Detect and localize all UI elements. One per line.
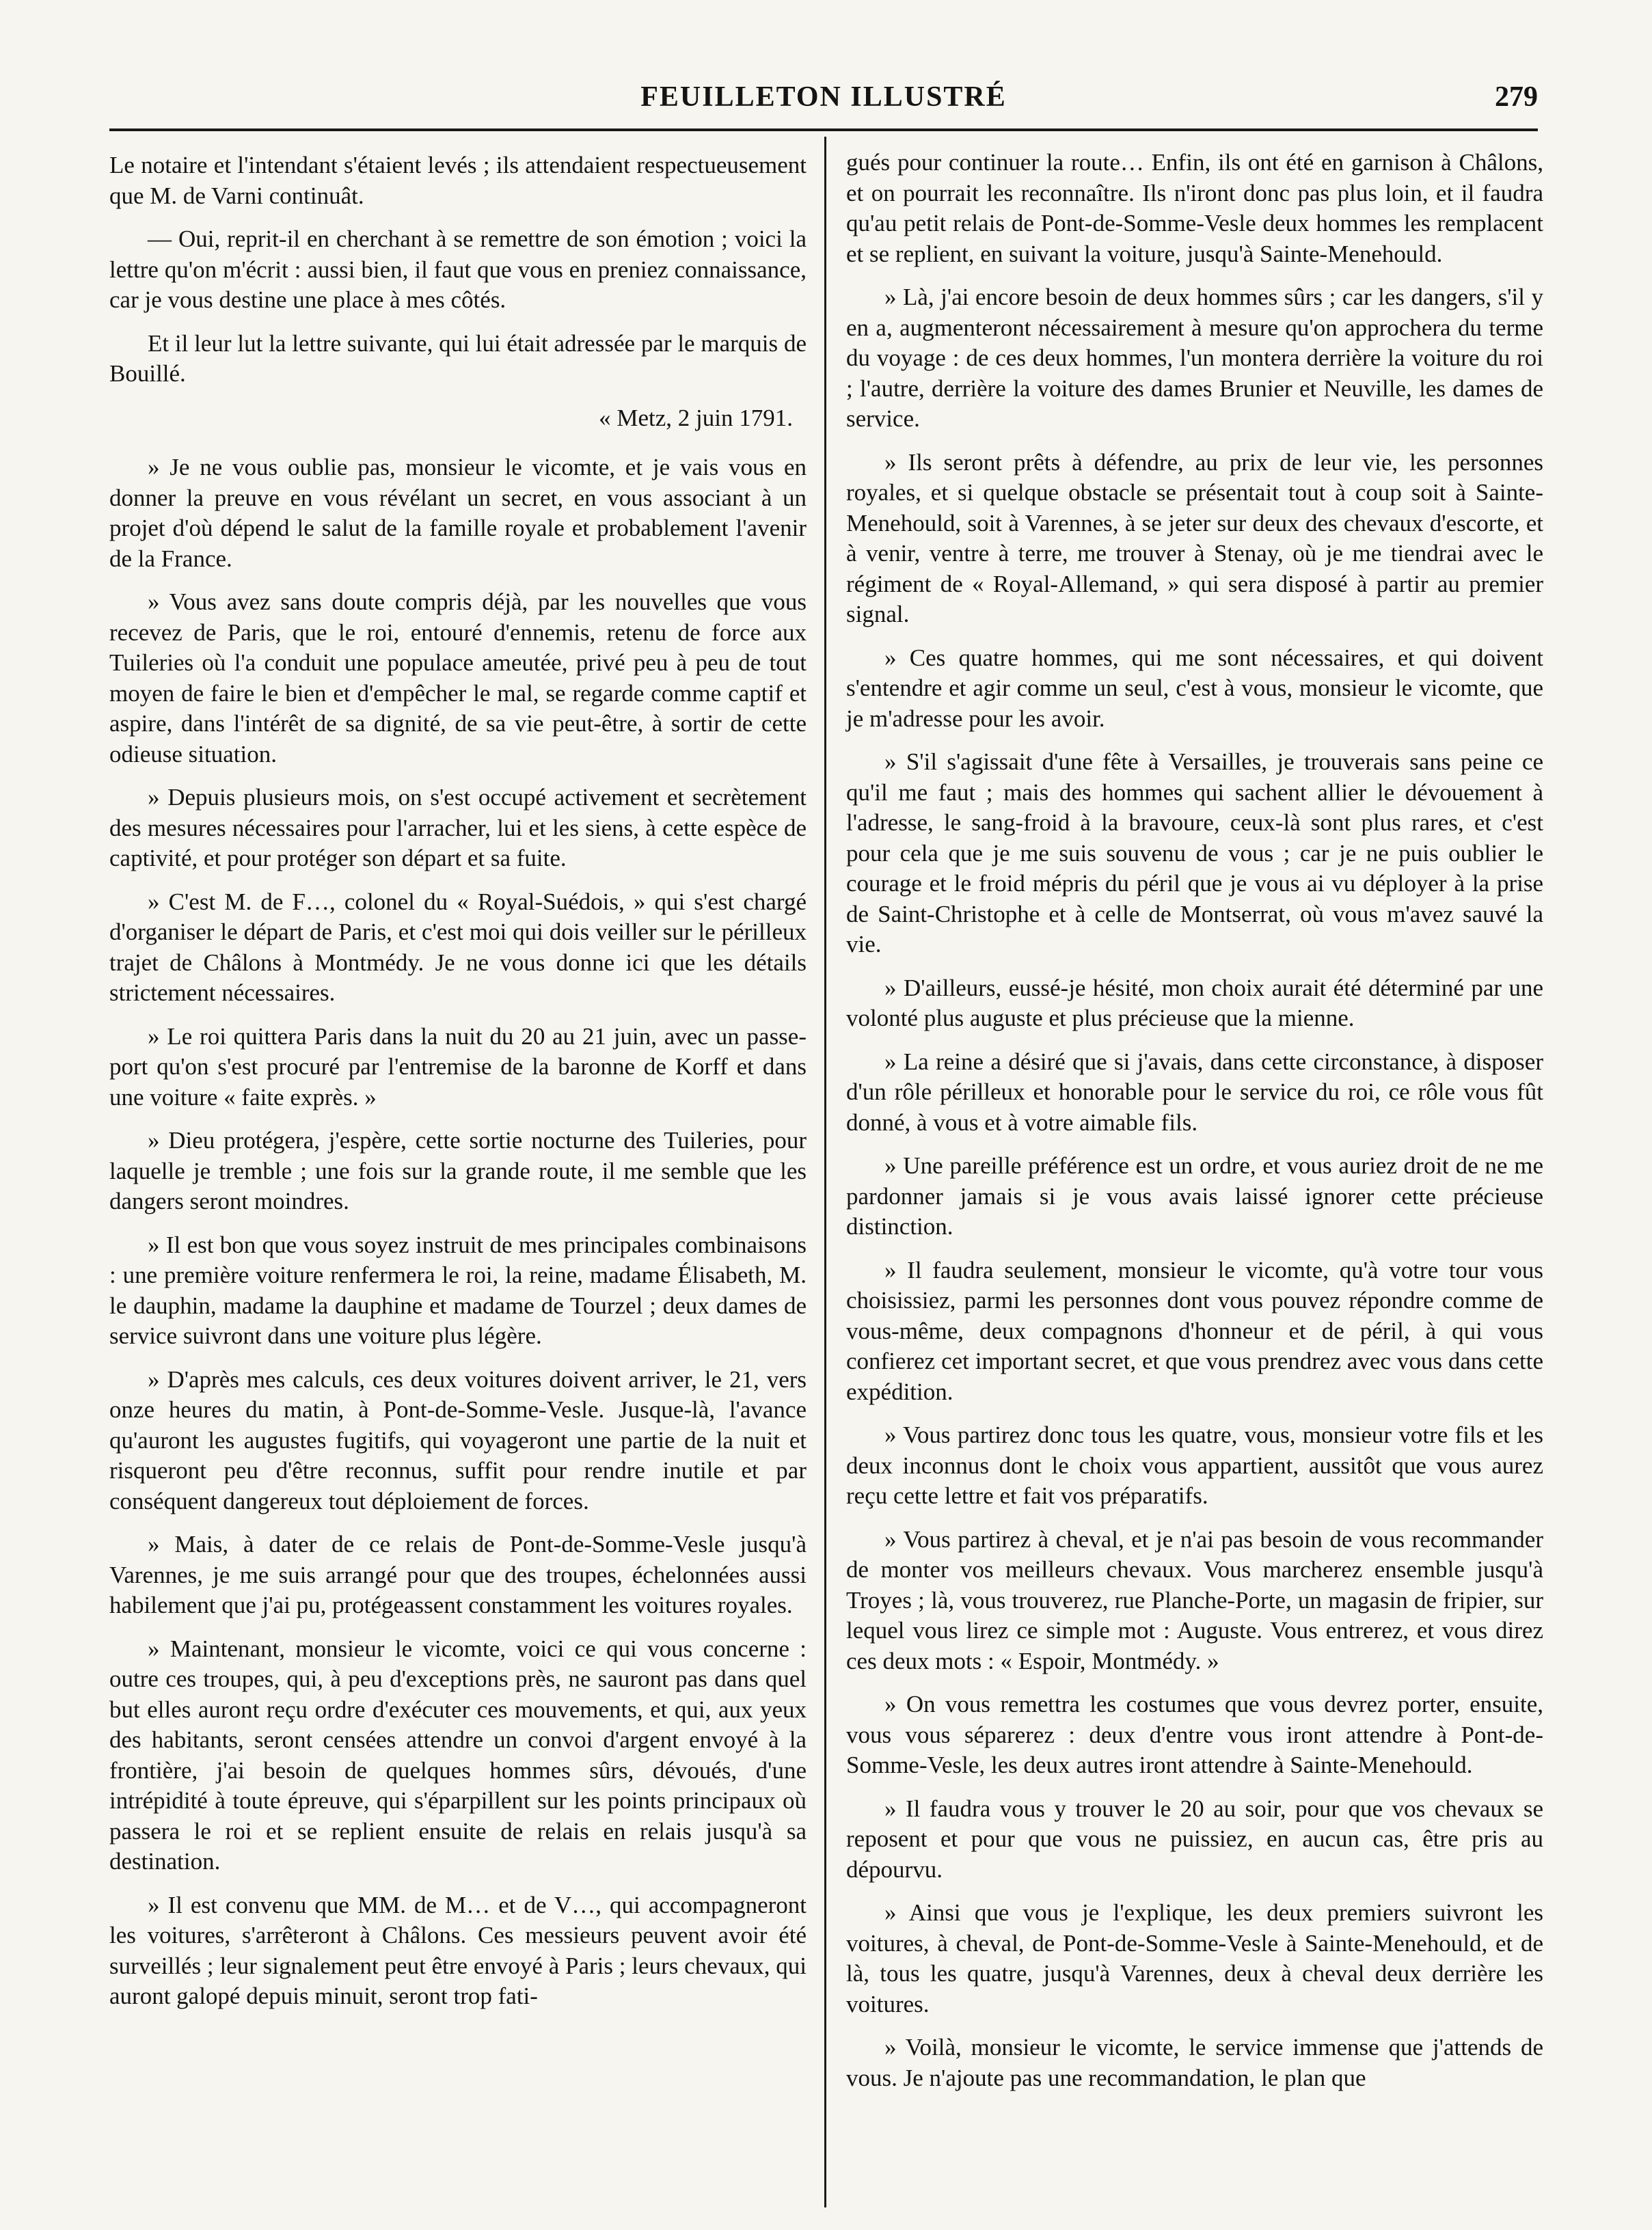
column-divider bbox=[824, 137, 826, 2207]
paragraph: » Le roi quittera Paris dans la nuit du 20 au 21 juin, avec un passe-port qu'on s'est procuré par l'entremise de la baronne de Korff et dans une voiture « faite exprès. » bbox=[109, 1022, 807, 1111]
paragraph: » Maintenant, monsieur le vicomte, voici ce qui vous concerne : outre ces troupes, qui, à peu d'exceptions près, ne sauront pas dans quel but elles auront reçu ordre d'exécuter ces mouvements, et qui, aux yeux des habitants, seront censées attendre un convoi d'argent envoyé à la frontière, j'ai besoin de quelques hommes sûrs, dévoués, d'une intrépidité à toute épreuve, qui s'éparpillent sur les points principaux où passera le roi et se replient ensuite de relais en relais jusqu'à sa destination. bbox=[109, 1635, 807, 1875]
paragraph: » S'il s'agissait d'une fête à Versailles, je trouverais sans peine ce qu'il me faut ; mais des hommes qui sachent allier le dévouement à l'adresse, le sang-froid à la bravoure, ceux-là sont plus rares, et c'est pour cela que je me suis souvenu de vous ; car je ne puis oublier le courage et le froid mépris du péril que je vous ai vu déployer à la prise de Saint-Christophe et à celle de Montserrat, où vous m'avez sauvé la vie. bbox=[846, 748, 1543, 957]
paragraph: » On vous remettra les costumes que vous devrez porter, ensuite, vous vous séparerez : deux d'entre vous iront attendre à Pont-de-Somme-Vesle, les deux autres iront attendre à Sainte-Menehould. bbox=[846, 1691, 1543, 1778]
paragraph: » Depuis plusieurs mois, on s'est occupé activement et secrètement des mesures nécessaires pour l'arracher, lui et les siens, à cette espèce de captivité, et pour protéger son départ et sa fuite. bbox=[109, 784, 807, 871]
paragraph: » Il faudra seulement, monsieur le vicomte, qu'à votre tour vous choisissiez, parmi les personnes dont vous pouvez répondre comme de vous-même, deux compagnons d'honneur et de péril, à qui vous confierez cet important secret, et que vous prendrez avec vous dans cette expédition. bbox=[846, 1256, 1543, 1405]
right-column bbox=[846, 148, 1543, 2106]
paragraph: Le notaire et l'intendant s'étaient levés ; ils attendaient respectueusement que M. de Varni continuât. bbox=[109, 152, 807, 209]
paragraph: » C'est M. de F…, colonel du « Royal-Suédois, » qui s'est chargé d'organiser le départ de Paris, et c'est moi qui dois veiller sur le périlleux trajet de Châlons à Montmédy. Je ne vous donne ici que les détails strictement nécessaires. bbox=[109, 888, 807, 1006]
paragraph: » La reine a désiré que si j'avais, dans cette circonstance, à disposer d'un rôle périlleux et honorable pour le service du roi, ce rôle vous fût donné, à vous et à votre aimable fils. bbox=[846, 1048, 1543, 1136]
paragraph: » Vous avez sans doute compris déjà, par les nouvelles que vous recevez de Paris, que le roi, entouré d'ennemis, retenu de force aux Tuileries où l'a conduit une populace ameutée, privé peu à peu de tout moyen de faire le bien et d'empêcher le mal, se regarde comme captif et aspire, dans l'intérêt de sa dignité, de sa vie peut-être, à sortir de cette odieuse situation. bbox=[109, 588, 807, 767]
paragraph: » D'ailleurs, eussé-je hésité, mon choix aurait été déterminé par une volonté plus auguste et plus précieuse que la mienne. bbox=[846, 974, 1543, 1031]
page-header bbox=[109, 75, 1538, 123]
paragraph: » Ces quatre hommes, qui me sont nécessaires, et qui doivent s'entendre et agir comme un seul, c'est à vous, monsieur le vicomte, que je m'adresse pour les avoir. bbox=[846, 644, 1543, 732]
page-number: 279 bbox=[1495, 81, 1538, 113]
paragraph: gués pour continuer la route… Enfin, ils ont été en garnison à Châlons, et on pourrait les reconnaître. Ils n'iront donc pas plus loin, et il faudra qu'au petit relais de Pont-de-Somme-Vesle deux hommes les remplacent et se replient, en suivant la voiture, jusqu'à Sainte-Menehould. bbox=[846, 149, 1543, 267]
paragraph: » Une pareille préférence est un ordre, et vous auriez droit de ne me pardonner jamais si je vous avais laissé ignorer cette précieuse distinction. bbox=[846, 1152, 1543, 1240]
paragraph: » Vous partirez à cheval, et je n'ai pas besoin de vous recommander de monter vos meilleurs chevaux. Vous marcherez ensemble jusqu'à Troyes ; là, vous trouverez, rue Planche-Porte, un magasin de fripier, sur lequel vous lirez ce simple mot : Auguste. Vous entrerez, et vous direz ces deux mots : « Espoir, Montmédy. » bbox=[846, 1525, 1543, 1674]
paragraph: — Oui, reprit-il en cherchant à se remettre de son émotion ; voici la lettre qu'on m'écrit : aussi bien, il faut que vous en preniez connaissance, car je vous destine une place à mes côtés. bbox=[109, 226, 807, 313]
paragraph: » Ils seront prêts à défendre, au prix de leur vie, les personnes royales, et si quelque obstacle se présentait tout à coup soit à Sainte-Menehould, soit à Varennes, à se jeter sur deux des chevaux d'escorte, et à venir, ventre à terre, me trouver à Stenay, où je me tiendrai avec le régiment de « Royal-Allemand, » qui sera disposé à partir au premier signal. bbox=[846, 448, 1543, 627]
paragraph: » Dieu protégera, j'espère, cette sortie nocturne des Tuileries, pour laquelle je tremble ; une fois sur la grande route, il me semble que les dangers seront moindres. bbox=[109, 1127, 807, 1214]
paragraph: » Il est convenu que MM. de M… et de V…, qui accompagneront les voitures, s'arrêteront à Châlons. Ces messieurs peuvent avoir été surveillés ; leur signalement peut être envoyé à Paris ; leurs chevaux, qui auront galopé depuis minuit, seront trop fati- bbox=[109, 1891, 807, 2009]
paragraph: » D'après mes calculs, ces deux voitures doivent arriver, le 21, vers onze heures du matin, à Pont-de-Somme-Vesle. Jusque-là, l'avance qu'auront les augustes fugitifs, qui voyageront une partie de la nuit et risqueront peu d'être reconnus, suffit pour rendre inutile et par conséquent dangereux tout déploiement de forces. bbox=[109, 1365, 807, 1514]
paragraph: » Je ne vous oublie pas, monsieur le vicomte, et je vais vous en donner la preuve en vous révélant un secret, en vous associant à un projet d'où dépend le salut de la famille royale et probablement l'avenir de la France. bbox=[109, 454, 807, 572]
letter-dateline: « Metz, 2 juin 1791. bbox=[599, 404, 793, 431]
paragraph: » Il faudra vous y trouver le 20 au soir, pour que vos chevaux se reposent et pour que vous ne puissiez, en aucun cas, être pris au dépourvu. bbox=[846, 1795, 1543, 1883]
paragraph: » Vous partirez donc tous les quatre, vous, monsieur votre fils et les deux inconnus dont le choix vous appartient, aussitôt que vous aurez reçu cette lettre et fait vos préparatifs. bbox=[846, 1422, 1543, 1509]
paragraph: Et il leur lut la lettre suivante, qui lui était adressée par le marquis de Bouillé. bbox=[109, 329, 807, 387]
header-rule bbox=[109, 128, 1538, 131]
paragraph: » Ainsi que vous je l'explique, les deux premiers suivront les voitures, à cheval, de Pont-de-Somme-Vesle à Sainte-Menehould, et de là, tous les quatre, jusqu'à Varennes, deux à cheval deux derrière les voitures. bbox=[846, 1899, 1543, 2017]
paragraph: » Il est bon que vous soyez instruit de mes principales combinaisons : une première voiture renfermera le roi, la reine, madame Élisabeth, M. le dauphin, madame la dauphine et madame de Tourzel ; deux dames de service suivront dans une voiture plus légère. bbox=[109, 1231, 807, 1349]
paragraph: » Voilà, monsieur le vicomte, le service immense que j'attends de vous. Je n'ajoute pas une recommandation, le plan que bbox=[846, 2034, 1543, 2091]
paragraph: » Là, j'ai encore besoin de deux hommes sûrs ; car les dangers, s'il y en a, augmenteront nécessairement à mesure qu'on approchera du terme du voyage : de ces deux hommes, l'un montera derrière la voiture du roi ; l'autre, derrière la voiture des dames Brunier et Neuville, les dames de service. bbox=[846, 284, 1543, 432]
paragraph: » Mais, à dater de ce relais de Pont-de-Somme-Vesle jusqu'à Varennes, je me suis arrangé pour que des troupes, échelonnées aussi habilement que j'ai pu, protégeassent constamment les voitures royales. bbox=[109, 1531, 807, 1618]
running-title: FEUILLETON ILLUSTRÉ bbox=[640, 81, 1007, 113]
left-column bbox=[109, 150, 807, 2025]
